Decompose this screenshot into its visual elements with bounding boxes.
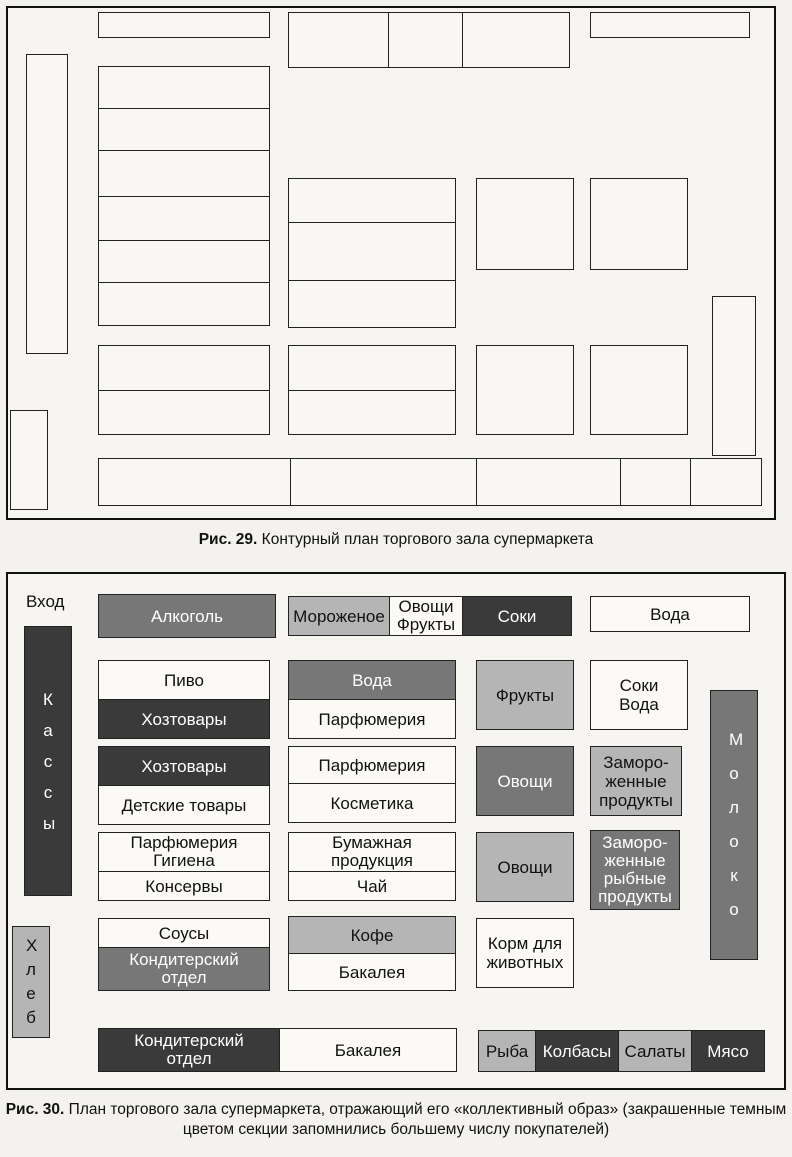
section-alkogol-label: Алкоголь [150,606,224,626]
section-konditer-2 [98,1028,280,1072]
section-chay-label: Чай [356,876,388,896]
section-hoztovary-1 [98,699,270,739]
section-myaso-label: Мясо [707,1041,749,1061]
section-voda-mid-label: Вода [352,670,392,690]
section-voda-top-label: Вода [650,604,690,624]
section-ovoshchi-1-label: Овощи [497,771,553,791]
figure-29-caption-text: Контурный план торгового зала супермаркета [261,531,594,548]
outline-col-b-line2 [288,280,456,281]
section-detskie-label: Детские товары [121,795,247,815]
figure-30-caption [0,1100,792,1140]
section-parfyumeriya-1 [288,699,456,739]
section-pivo [98,660,270,700]
outline-left-small [10,410,48,510]
section-soki-voda-label: Соки Вода [619,676,659,714]
section-bakaleya-1-label: Бакалея [338,962,406,982]
section-myaso [691,1030,765,1072]
section-ryba-label: Рыба [485,1041,529,1061]
section-parfyumeriya-2-label: Парфюмерия [318,755,426,775]
outline-col-a-line2 [98,150,270,151]
section-salaty [618,1030,692,1072]
section-hoztovary-2-label: Хозтовары [141,756,227,776]
section-soki-label: Соки [497,606,537,626]
outline-top-3 [590,12,750,38]
outline-col-a-line1 [98,108,270,109]
outline-col-a-line3 [98,196,270,197]
section-bakaleya-2 [279,1028,457,1072]
section-parfyumeriya-gigiena-label: Парфюмерия Гигиена [130,833,238,870]
section-korm-label: Корм для животных [486,934,564,972]
section-konditer-2-label: Кондитерский отдел [134,1031,244,1068]
section-kosmetika-label: Косметика [330,793,414,813]
outline-right-tall [712,296,756,456]
outline-col-c4 [590,345,688,435]
section-hleb [12,926,50,1038]
entrance-label: Вход [26,592,65,611]
section-chay [288,871,456,901]
section-moloko-label: М о л о к о [729,730,744,919]
section-parfyumeriya-2 [288,746,456,784]
outline-top-2-div2 [462,12,463,68]
section-kolbasy [535,1030,619,1072]
figure-29-caption-prefix: Рис. 29. [198,531,258,548]
section-rybnye [590,830,680,910]
outline-col-c3 [476,345,574,435]
outline-bottom-row [98,458,762,506]
figure-30-caption-line2: цветом секции запомнились большему числу покупателей) [182,1121,610,1138]
section-moloko [710,690,758,960]
section-voda-mid [288,660,456,700]
section-frukty [476,660,574,730]
section-hleb-label: Х л е б [26,936,38,1027]
section-bakaleya-1 [288,953,456,991]
section-detskie [98,785,270,825]
outline-col-a-line4 [98,240,270,241]
section-hoztovary-1-label: Хозтовары [141,709,227,729]
section-pivo-label: Пиво [163,670,204,690]
section-kolbasy-label: Колбасы [542,1041,612,1061]
section-soki-voda [590,660,688,730]
section-ovoshchi-2-label: Овощи [497,857,553,877]
section-kassy [24,626,72,896]
section-zamorozhennye [590,746,682,816]
figure-29-caption [0,530,792,550]
outline-bottom-div4 [690,458,691,506]
outline-bottom-div3 [620,458,621,506]
section-bakaleya-2-label: Бакалея [334,1040,402,1060]
section-zamorozhennye-label: Заморо- женные продукты [599,752,673,810]
section-bumazhnaya-label: Бумажная продукция [330,833,414,870]
section-parfyumeriya-1-label: Парфюмерия [318,709,426,729]
outline-col-c2 [590,178,688,270]
outline-bottom-div2 [476,458,477,506]
figure-30-caption-line1: План торгового зала супермаркета, отражающий его «коллективный образ» (закрашенные темным [68,1101,787,1118]
section-bumazhnaya [288,832,456,872]
section-alkogol [98,594,276,638]
outline-col-b [288,178,456,328]
outline-col-a2-line [98,390,270,391]
section-sousy [98,918,270,948]
outline-top-2-div1 [388,12,389,68]
section-ovoshchi-1 [476,746,574,816]
section-kofe-label: Кофе [350,925,394,945]
section-kosmetika [288,783,456,823]
section-ovoshchi-2 [476,832,574,902]
section-voda-top [590,596,750,632]
outline-col-b2-line [288,390,456,391]
outline-bottom-div1 [290,458,291,506]
outline-left-tall [26,54,68,354]
section-konservy [98,871,270,901]
section-konservy-label: Консервы [145,876,223,896]
outline-col-c1 [476,178,574,270]
outline-col-b-line1 [288,222,456,223]
section-salaty-label: Салаты [624,1041,686,1061]
section-soki [462,596,572,636]
section-ryba [478,1030,536,1072]
section-sousy-label: Соусы [158,923,210,943]
section-ovoshchi-frukty-label: Овощи Фрукты [396,597,456,634]
section-konditer-1 [98,947,270,991]
section-rybnye-label: Заморо- женные рыбные продукты [598,833,672,906]
section-morozhenoe-label: Мороженое [293,606,385,626]
section-ovoshchi-frukty [389,596,463,636]
section-konditer-1-label: Кондитерский отдел [129,950,239,987]
section-hoztovary-2 [98,746,270,786]
section-kassy-label: К а с с ы [43,689,56,833]
section-korm [476,918,574,988]
section-kofe [288,916,456,954]
outline-top-2 [288,12,570,68]
section-morozhenoe [288,596,390,636]
figure-30-caption-prefix: Рис. 30. [5,1101,65,1118]
section-parfyumeriya-gigiena [98,832,270,872]
section-frukty-label: Фрукты [495,685,555,705]
outline-col-a-line5 [98,282,270,283]
outline-top-1 [98,12,270,38]
